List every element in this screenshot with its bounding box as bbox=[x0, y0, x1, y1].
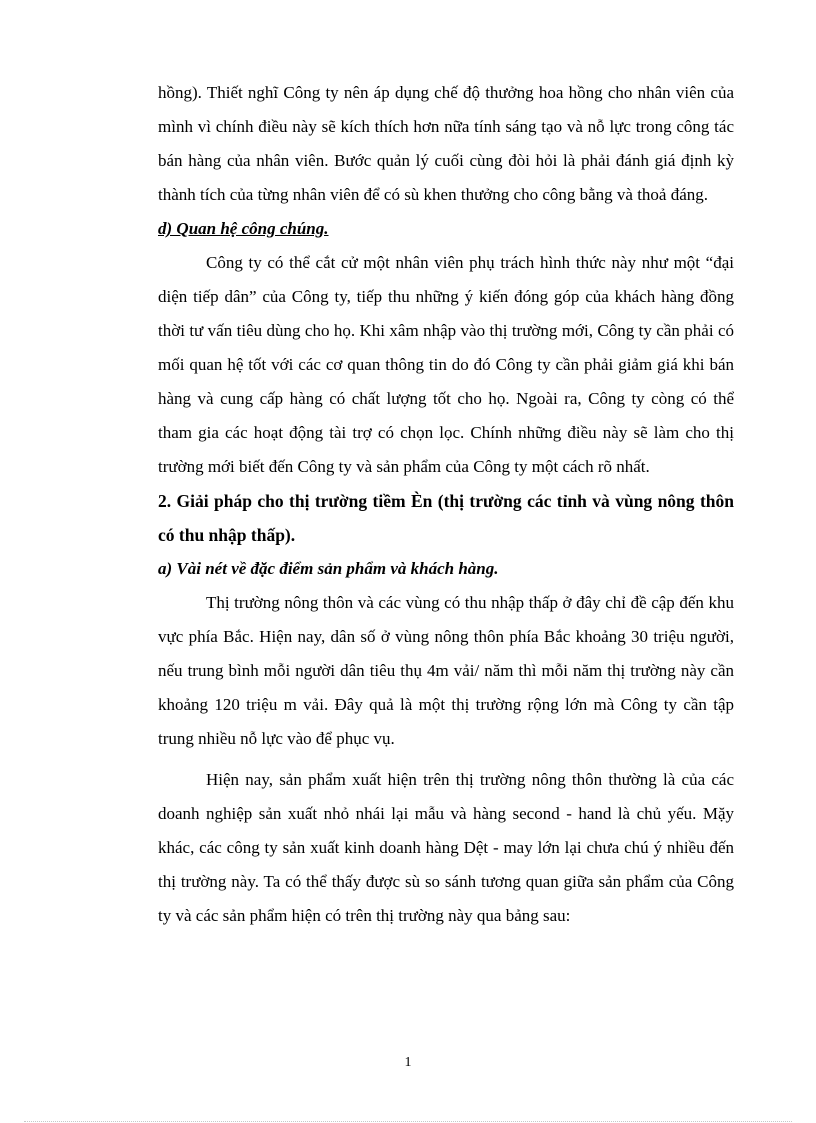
paragraph-current-products: Hiện nay, sản phẩm xuất hiện trên thị trường nông thôn thường là của các doanh nghiệp sản xuất nhỏ nhái lại mẫu và hàng second - hand là chủ yếu. Mặy khác, các công ty sản xuất kinh doanh hàng Dệt - may lớn lại chưa chú ý nhiều đến thị trường này. Ta có thể thấy được sù so sánh tương quan giữa sản phẩm của Công ty và các sản phẩm hiện có trên thị trường này qua bảng sau: bbox=[158, 770, 734, 925]
page-bottom-divider bbox=[24, 1121, 792, 1122]
paragraph-public-relations: Công ty có thể cắt cử một nhân viên phụ trách hình thức này như một “đại diện tiếp dân” của Công ty, tiếp thu những ý kiến đóng góp của khách hàng đồng thời tư vấn tiêu dùng cho họ. Khi xâm nhập vào thị trường mới, Công ty cần phải có mối quan hệ tốt với các cơ quan thông tin do đó Công ty cần phải giảm giá khi bán hàng và cung cấp hàng có chất lượng tốt cho họ. Ngoài ra, Công ty còng có thể tham gia các hoạt động tài trợ có chọn lọc. Chính những điều này sẽ làm cho thị trường mới biết đến Công ty và sản phẩm của Công ty một cách rõ nhất. bbox=[158, 253, 734, 476]
heading-public-relations: d) Quan hệ công chúng. bbox=[158, 219, 329, 238]
page-body bbox=[158, 76, 734, 933]
heading-section-2: 2. Giải pháp cho thị trường tiềm Èn (thị trường các tỉnh và vùng nông thôn có thu nhập thấp). bbox=[158, 491, 734, 545]
paragraph-commission: hồng). Thiết nghĩ Công ty nên áp dụng chế độ thưởng hoa hồng cho nhân viên của mình vì chính điều này sẽ kích thích hơn nữa tính sáng tạo và nỗ lực trong công tác bán hàng của nhân viên. Bước quản lý cuối cùng đòi hỏi là phải đánh giá định kỳ thành tích của từng nhân viên để có sù khen thưởng cho công bằng và thoả đáng. bbox=[158, 83, 734, 204]
page-number: 1 bbox=[404, 1055, 412, 1070]
heading-product-customer: a) Vài nét về đặc điểm sản phẩm và khách hàng. bbox=[158, 559, 499, 578]
paragraph-rural-market: Thị trường nông thôn và các vùng có thu nhập thấp ở đây chỉ đề cập đến khu vực phía Bắc. Hiện nay, dân số ở vùng nông thôn phía Bắc khoảng 30 triệu người, nếu trung bình mỗi người dân tiêu thụ 4m vải/ năm thì mỗi năm thị trường này cần khoảng 120 triệu m vải. Đây quả là một thị trường rộng lớn mà Công ty cần tập trung nhiều nỗ lực vào để phục vụ. bbox=[158, 593, 734, 748]
